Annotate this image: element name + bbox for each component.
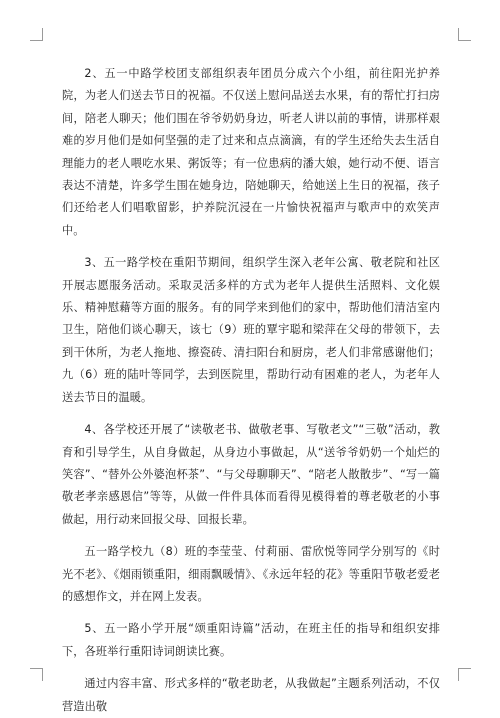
crop-mark-bottom-right <box>458 668 471 681</box>
paragraph-item-5: 5、五一路小学开展“颂重阳诗篇”活动，在班主任的指导和组织安排下，各班举行重阳诗词朗读比赛。 <box>62 622 440 658</box>
paragraph-essays: 五一路学校九（8）班的李莹莹、付莉丽、雷欣悦等同学分别写的《时光不老》、《烟雨锁重阳，细雨飘暖情》、《永远年轻的花》等重阳节敬老爱老的感想作文，并在网上发表。 <box>62 545 440 603</box>
crop-mark-bottom-left <box>30 668 43 681</box>
paragraph-item-4: 4、各学校还开展了“读敬老书、做敬老事、写敬老文”“三敬”活动，教育和引导学生，从自身做起，从身边小事做起，从“送爷爷奶奶一个灿烂的笑容”、“替外公外婆泡杯茶”、“与父母聊聊天”、“陪老人散散步”、“写一篇敬老孝亲感恩信”等等，从做一件件具体而看得见模得着的尊老敬老的小事做起，用行动来回报父母、回报长辈。 <box>62 423 440 526</box>
document-body <box>62 63 440 718</box>
paragraph-conclusion: 通过内容丰富、形式多样的“敬老助老，从我做起”主题系列活动，不仅营造出敬 <box>62 677 440 713</box>
crop-mark-top-left <box>30 28 43 41</box>
paragraph-item-2: 2、五一中路学校团支部组织表年团员分成六个小组，前往阳光护养院，为老人们送去节日的祝福。不仅送上慰问品送去水果，有的帮忙打扫房间，陪老人聊天；他们围在爷爷奶奶身边，听老人讲以前的事情，讲那样艰难的岁月他们是如何坚强的走了过来和点点滴滴，有的学生还给失去生活自理能力的老人喂吃水果、粥饭等；有一位患病的潘大娘，她行动不便、语言表达不清楚，许多学生围在她身边，陪她聊天，给她送上生日的祝福，孩子们还给老人们唱歌留影，护养院沉浸在一片愉快祝福声与歌声中的欢笑声中。 <box>62 67 440 237</box>
crop-mark-top-right <box>458 28 471 41</box>
paragraph-item-3: 3、五一路学校在重阳节期间，组织学生深入老年公寓、敬老院和社区开展志愿服务活动。采取灵活多样的方式为老年人提供生活照料、文化娱乐、精神慰藉等方面的服务。有的同学来到他们的家中，帮助他们清洁室内卫生，陪他们谈心聊天，该七（9）班的覃宇聪和梁萍在父母的带领下，去到干休所，为老人拖地、擦瓷砖、清扫阳台和厨房，老人们非常感谢他们；九（6）班的陆叶等同学，去到医院里，帮助行动有困难的老人，为老年人送去节日的温暖。 <box>62 256 440 404</box>
